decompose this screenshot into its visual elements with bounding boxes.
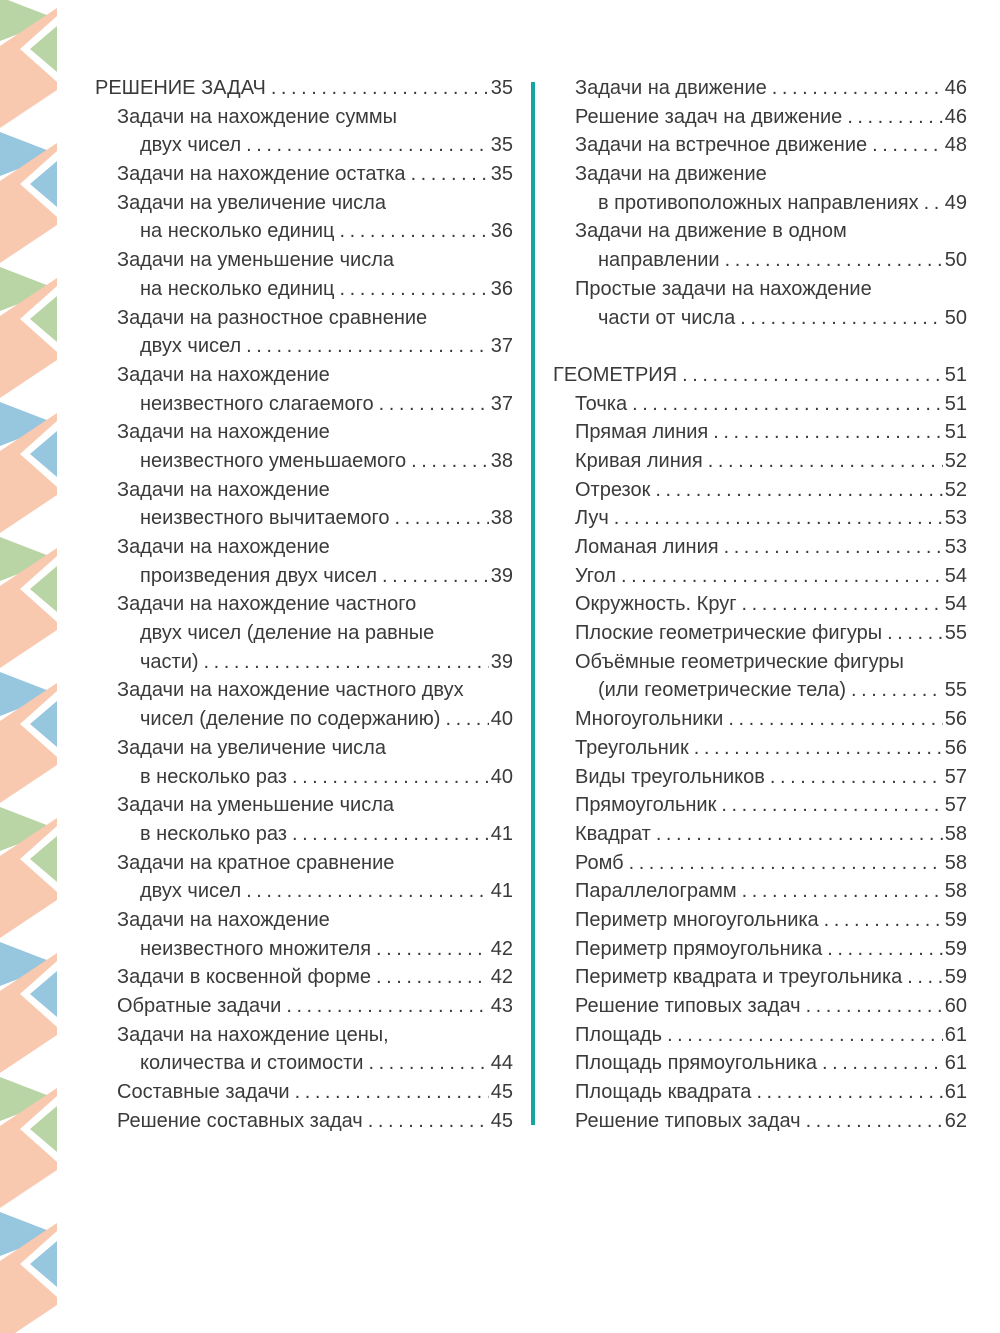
toc-spacer (553, 332, 967, 361)
toc-entry (95, 476, 513, 505)
toc-entry (95, 676, 513, 705)
toc-column-right (553, 74, 967, 1135)
toc-column-left (95, 74, 513, 1135)
entry-label: Объёмные геометрические фигуры (575, 650, 904, 673)
dot-leader (887, 619, 943, 648)
entry-label: части от числа (598, 306, 736, 329)
toc-entry (553, 189, 967, 218)
toc-entry (95, 418, 513, 447)
toc-entry (95, 189, 513, 218)
entry-label: Задачи на нахождение цены, (117, 1023, 389, 1046)
page-number: 46 (944, 105, 967, 128)
toc-entry (95, 820, 513, 849)
page-number: 42 (490, 937, 513, 960)
entry-label: Задачи на нахождение (117, 421, 330, 444)
dot-leader (246, 332, 489, 361)
toc-entry (95, 906, 513, 935)
entry-label: Треугольник (575, 736, 689, 759)
dot-leader (295, 1078, 489, 1107)
entry-label: Точка (575, 392, 628, 415)
dot-leader (806, 992, 943, 1021)
toc-entry (95, 963, 513, 992)
entry-label: неизвестного множителя (140, 937, 372, 960)
dot-leader (340, 217, 489, 246)
entry-label: (или геометрические тела) (598, 679, 846, 702)
toc-entry (553, 734, 967, 763)
dot-leader (411, 447, 489, 476)
page-number: 58 (944, 851, 967, 874)
toc-entry (95, 533, 513, 562)
page-number: 49 (944, 191, 967, 214)
page-number: 45 (490, 1109, 513, 1132)
dot-leader (724, 533, 943, 562)
entry-label: Задачи на уменьшение числа (117, 249, 394, 272)
toc-section-heading (553, 361, 967, 390)
dot-leader (246, 877, 489, 906)
toc-entry (553, 877, 967, 906)
entry-label: неизвестного вычитаемого (140, 507, 390, 530)
page-number: 35 (490, 163, 513, 186)
entry-label: неизвестного уменьшаемого (140, 449, 407, 472)
entry-label: двух чисел (деление на равные (140, 622, 435, 645)
toc-entry (95, 791, 513, 820)
page-number: 62 (944, 1109, 967, 1132)
dot-leader (292, 820, 489, 849)
entry-label: произведения двух чисел (140, 564, 378, 587)
page-number: 59 (944, 966, 967, 989)
entry-label: Периметр многоугольника (575, 908, 819, 931)
entry-label: Задачи на кратное сравнение (117, 851, 395, 874)
dot-leader (713, 418, 942, 447)
column-divider (531, 82, 535, 1125)
entry-label: Задачи на движение (575, 77, 767, 99)
entry-label: двух чисел (140, 880, 242, 903)
entry-label: Задачи на увеличение числа (117, 736, 386, 759)
toc-entry (553, 963, 967, 992)
dot-leader (742, 590, 943, 619)
page-number: 56 (944, 736, 967, 759)
page-number: 35 (490, 134, 513, 157)
toc-entry (95, 304, 513, 333)
dot-leader (655, 476, 942, 505)
page-number: 38 (490, 507, 513, 530)
dot-leader (728, 705, 942, 734)
toc-entry (95, 763, 513, 792)
dot-leader (721, 791, 942, 820)
toc-entry (95, 275, 513, 304)
entry-label: на несколько единиц (140, 220, 335, 243)
dot-leader (725, 246, 943, 275)
page-number: 48 (944, 134, 967, 157)
dot-leader (907, 963, 942, 992)
dot-leader (770, 763, 943, 792)
entry-label: Ломаная линия (575, 536, 719, 558)
toc-entry (553, 1078, 967, 1107)
toc-entry (553, 992, 967, 1021)
dot-leader (286, 992, 488, 1021)
entry-label: чисел (деление по содержанию) (140, 708, 441, 731)
toc-entry (553, 849, 967, 878)
page-number: 44 (490, 1052, 513, 1075)
page-number: 37 (490, 335, 513, 358)
page-number: 40 (490, 765, 513, 788)
entry-label: Плоские геометрические фигуры (575, 622, 883, 645)
entry-label: Задачи на встречное движение (575, 134, 868, 157)
dot-leader (379, 390, 489, 419)
toc-entry (553, 648, 967, 677)
toc-entry (95, 705, 513, 734)
entry-label: неизвестного слагаемого (140, 392, 374, 415)
page-number: 61 (944, 1023, 967, 1046)
dot-leader (740, 304, 943, 333)
entry-label: Квадрат (575, 822, 651, 845)
entry-label: Площадь прямоугольника (575, 1052, 817, 1075)
page-number: 57 (944, 794, 967, 817)
entry-label: на несколько единиц (140, 277, 335, 300)
entry-label: Ромб (575, 851, 624, 874)
page-number: 60 (944, 995, 967, 1017)
entry-label: Параллелограмм (575, 880, 737, 903)
toc-entry (95, 217, 513, 246)
dot-leader (708, 447, 943, 476)
page-number: 58 (944, 880, 967, 903)
dot-leader (756, 1078, 942, 1107)
dot-leader (682, 361, 943, 390)
toc-entry (553, 791, 967, 820)
entry-label: Задачи в косвенной форме (117, 966, 372, 989)
toc-entry (553, 906, 967, 935)
entry-label: Задачи на нахождение частного (117, 593, 417, 616)
entry-label: Задачи на разностное сравнение (117, 306, 428, 329)
entry-label: Кривая линия (575, 449, 703, 472)
page-number: 52 (944, 449, 967, 472)
toc-entry (553, 390, 967, 419)
dot-leader (395, 504, 489, 533)
entry-label: количества и стоимости (140, 1052, 364, 1075)
toc-entry (95, 1021, 513, 1050)
toc-entry (553, 217, 967, 246)
toc-entry (553, 160, 967, 189)
page-number: 54 (944, 564, 967, 587)
toc-entry (553, 476, 967, 505)
toc-entry (95, 447, 513, 476)
toc-entry (95, 332, 513, 361)
page-number: 40 (490, 708, 513, 731)
toc-entry (95, 103, 513, 132)
entry-label: в несколько раз (140, 765, 287, 788)
page-number: 55 (944, 622, 967, 645)
toc-entry (553, 74, 967, 103)
toc-entry (95, 160, 513, 189)
toc-entry (95, 849, 513, 878)
toc-entry (553, 275, 967, 304)
entry-label: Периметр прямоугольника (575, 937, 823, 960)
page-number: 53 (944, 507, 967, 530)
dot-leader (271, 74, 489, 103)
entry-label: Задачи на нахождение суммы (117, 105, 397, 128)
entry-label: Задачи на движение в одном (575, 220, 847, 243)
toc-entry (95, 246, 513, 275)
entry-label: Угол (575, 564, 617, 587)
page-number: 55 (944, 679, 967, 702)
dot-leader (368, 1049, 488, 1078)
dot-leader (827, 935, 943, 964)
toc-entry (553, 619, 967, 648)
page-number: 37 (490, 392, 513, 415)
entry-label: Обратные задачи (117, 995, 282, 1017)
entry-label: в противоположных направлениях (598, 191, 919, 214)
entry-label: двух чисел (140, 134, 242, 157)
entry-label: Решение составных задач (117, 1109, 363, 1132)
toc-entry (95, 1049, 513, 1078)
entry-label: в несколько раз (140, 822, 287, 845)
toc-entry (95, 131, 513, 160)
toc-entry (95, 877, 513, 906)
toc-entry (553, 103, 967, 132)
dot-leader (694, 734, 943, 763)
page-number: 39 (490, 564, 513, 587)
page-number: 41 (490, 880, 513, 903)
entry-label: Задачи на нахождение остатка (117, 163, 406, 186)
toc-entry (95, 648, 513, 677)
dot-leader (824, 906, 943, 935)
entry-label: Многоугольники (575, 708, 724, 731)
entry-label: РЕШЕНИЕ ЗАДАЧ (95, 77, 266, 99)
toc-entry (95, 935, 513, 964)
entry-label: ГЕОМЕТРИЯ (553, 363, 678, 386)
toc-entry (553, 820, 967, 849)
toc-entry (553, 1049, 967, 1078)
page-number: 59 (944, 937, 967, 960)
toc-entry (95, 590, 513, 619)
toc-entry (553, 1107, 967, 1136)
entry-label: двух чисел (140, 335, 242, 358)
dot-leader (742, 877, 943, 906)
dot-leader (376, 963, 489, 992)
toc-entry (95, 504, 513, 533)
toc-entry (553, 705, 967, 734)
toc-entry (95, 992, 513, 1021)
toc-entry (553, 562, 967, 591)
page-number: 53 (944, 536, 967, 558)
entry-label: Окружность. Круг (575, 593, 737, 616)
dot-leader (621, 562, 943, 591)
page-number: 50 (944, 306, 967, 329)
page-number: 51 (944, 392, 967, 415)
dot-leader (246, 131, 489, 160)
page-number: 39 (490, 650, 513, 673)
dot-leader (872, 131, 943, 160)
page-number: 50 (944, 249, 967, 272)
dot-leader (806, 1107, 943, 1136)
entry-label: Простые задачи на нахождение (575, 277, 872, 300)
entry-label: Луч (575, 507, 609, 530)
entry-label: Решение типовых задач (575, 995, 801, 1017)
entry-label: Периметр квадрата и треугольника (575, 966, 903, 989)
toc-entry (95, 361, 513, 390)
entry-label: Составные задачи (117, 1081, 290, 1104)
dot-leader (629, 849, 943, 878)
decorative-border-pattern (0, 0, 57, 1333)
page-number: 41 (490, 822, 513, 845)
entry-label: Площадь (575, 1023, 663, 1046)
entry-label: Виды треугольников (575, 765, 765, 788)
entry-label: Отрезок (575, 478, 651, 501)
dot-leader (772, 74, 943, 103)
page-number: 43 (490, 995, 513, 1017)
entry-label: Площадь квадрата (575, 1081, 752, 1104)
toc-entry (553, 590, 967, 619)
toc-entry (95, 562, 513, 591)
page-number: 57 (944, 765, 967, 788)
page-number: 56 (944, 708, 967, 731)
entry-label: Прямоугольник (575, 794, 717, 817)
dot-leader (822, 1049, 943, 1078)
toc-section-heading (95, 74, 513, 103)
page-number: 52 (944, 478, 967, 501)
page-number: 51 (944, 363, 967, 386)
dot-leader (614, 504, 943, 533)
toc-entry (553, 676, 967, 705)
toc-entry (553, 504, 967, 533)
toc-entry (553, 131, 967, 160)
entry-label: Решение типовых задач (575, 1109, 801, 1132)
entry-label: Задачи на нахождение частного двух (117, 679, 464, 702)
dot-leader (204, 648, 489, 677)
page-number: 61 (944, 1081, 967, 1104)
toc-entry (553, 1021, 967, 1050)
dot-leader (847, 103, 942, 132)
toc-entry (553, 533, 967, 562)
dot-leader (292, 763, 489, 792)
toc-entry (95, 1107, 513, 1136)
entry-label: Решение задач на движение (575, 105, 843, 128)
page-number: 54 (944, 593, 967, 616)
toc-entry (553, 763, 967, 792)
dot-leader (924, 189, 943, 218)
page-number: 59 (944, 908, 967, 931)
toc-entry (95, 619, 513, 648)
toc-entry (95, 1078, 513, 1107)
toc-entry (95, 390, 513, 419)
entry-label: Задачи на увеличение числа (117, 191, 386, 214)
dot-leader (376, 935, 489, 964)
dot-leader (656, 820, 943, 849)
dot-leader (340, 275, 489, 304)
page-number: 46 (944, 77, 967, 99)
dot-leader (411, 160, 489, 189)
page-number: 35 (490, 77, 513, 99)
dot-leader (382, 562, 489, 591)
toc-entry (553, 246, 967, 275)
dot-leader (368, 1107, 489, 1136)
page-number: 42 (490, 966, 513, 989)
page-number: 58 (944, 822, 967, 845)
entry-label: направлении (598, 249, 720, 272)
entry-label: Задачи на нахождение (117, 908, 330, 931)
entry-label: Задачи на нахождение (117, 363, 330, 386)
page-number: 36 (490, 220, 513, 243)
entry-label: Задачи на уменьшение числа (117, 794, 394, 817)
dot-leader (445, 705, 488, 734)
toc-entry (95, 734, 513, 763)
page-number: 38 (490, 449, 513, 472)
page-number: 45 (490, 1081, 513, 1104)
page-number: 51 (944, 421, 967, 444)
entry-label: Задачи на движение (575, 163, 767, 186)
dot-leader (667, 1021, 943, 1050)
entry-label: Задачи на нахождение (117, 478, 330, 501)
toc-entry (553, 418, 967, 447)
entry-label: части) (140, 650, 199, 673)
entry-label: Задачи на нахождение (117, 536, 330, 558)
dot-leader (632, 390, 943, 419)
page-number: 61 (944, 1052, 967, 1075)
dot-leader (851, 676, 943, 705)
entry-label: Прямая линия (575, 421, 709, 444)
toc-entry (553, 304, 967, 333)
toc-entry (553, 447, 967, 476)
toc-entry (553, 935, 967, 964)
page-number: 36 (490, 277, 513, 300)
